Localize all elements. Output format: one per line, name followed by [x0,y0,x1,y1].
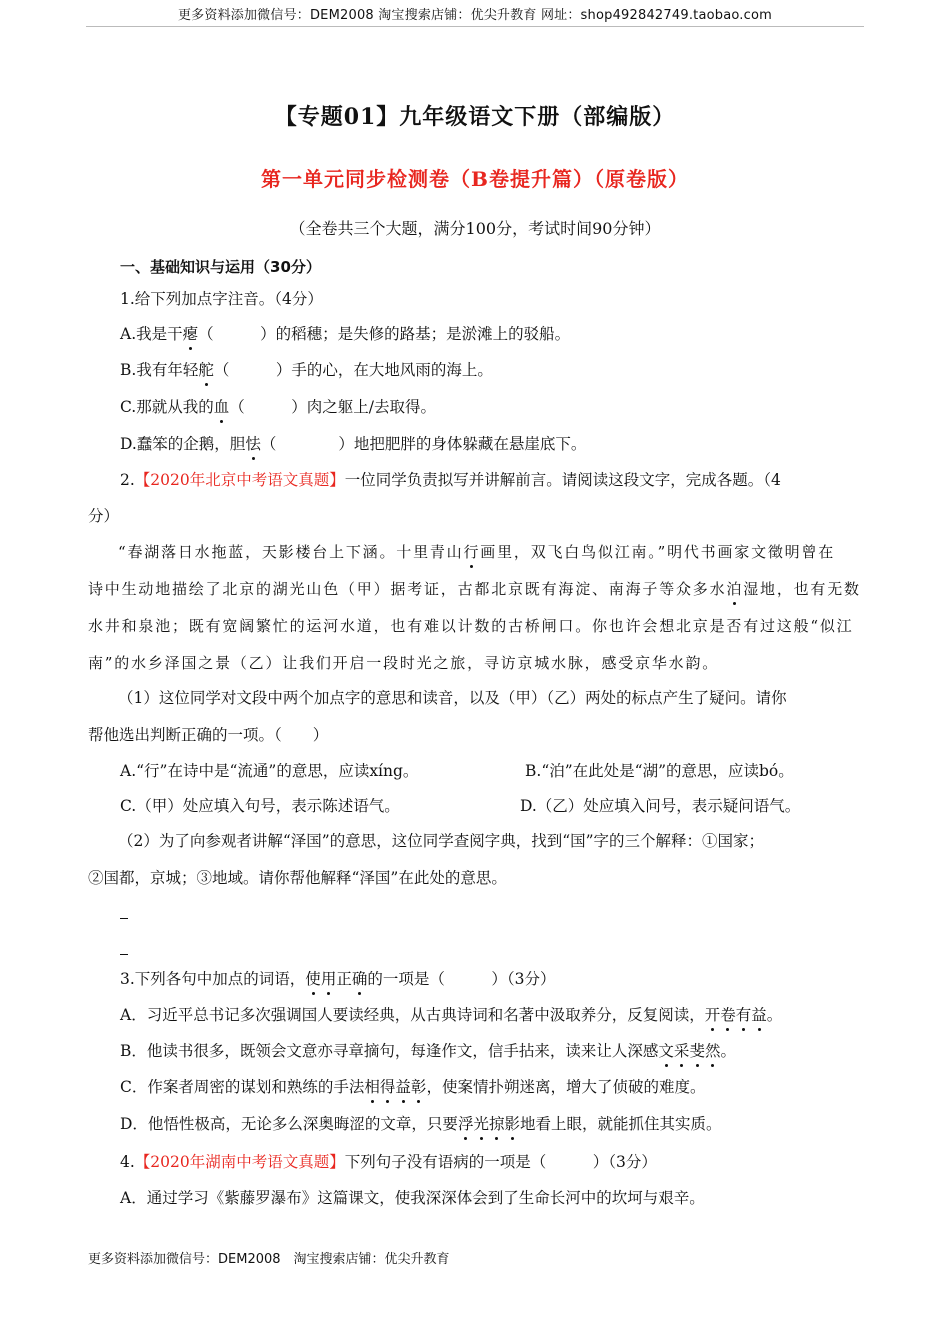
dotted-char: 益 [395,1078,411,1096]
q1-d-post: （ ）地把肥胖的身体躲藏在悬崖底下。 [260,435,587,453]
q2-number: 2. [120,471,135,489]
q2-stem-cont: 分） [88,507,120,525]
q1-c-pre: C.那就从我的 [120,398,214,416]
q3-stem-mid: 正 [336,970,352,988]
dotted-char: 文 [658,1042,674,1060]
passage-text: 湿地，也有无数 [743,580,861,598]
passage-text: “春湖落日水拖蓝，天影楼台上下涵。十里青山 [118,543,464,561]
document-title: 【专题01】九年级语文下册（部编版） [274,104,676,130]
dotted-char: 行 [463,543,481,561]
answer-blank-line [120,918,128,919]
option-text: 地看上眼，就能抓住其实质。 [520,1115,722,1133]
q1-option-b [120,359,493,381]
q1-c-post: （ ）肉之躯上/去取得。 [229,398,436,416]
passage-text: 诗中生动地描绘了北京的湖光山色（甲）据考证，古都北京既有海淀、南海子等众多水 [88,580,727,598]
dotted-char: 有 [735,1006,752,1024]
dotted-char: 斐 [689,1042,705,1060]
page-header: 更多资料添加微信号：DEM2008 淘宝搜索店铺：优尖升教育 网址：shop492842749.taobao.com [177,8,773,23]
dotted-char: 然 [704,1042,721,1060]
q3-option-a [120,1004,782,1026]
dotted-char: 确 [351,970,368,988]
q3-option-b [120,1040,736,1062]
q3-stem [120,968,555,990]
q1-option-d [120,433,586,455]
page-footer: 更多资料添加微信号：DEM2008 淘宝搜索店铺：优尖升教育 [88,1252,450,1267]
q2-option-a: A.“行”在诗中是“流通”的意思，应读xíng。 [120,762,419,780]
q1-stem: 1.给下列加点字注音。（4分） [120,290,323,308]
dotted-char: 采 [673,1042,690,1060]
option-text: A．习近平总书记多次强调国人要读经典，从古典诗词和名著中汲取养分，反复阅读， [120,1006,705,1024]
q2-option-c: C.（甲）处应填入句号，表示陈述语气。 [120,797,400,815]
q2-source-tag: 【2020年北京中考语文真题】 [134,471,345,489]
passage-text: 画里，双飞白鸟似江南。”明代书画家文徵明曾在 [480,543,836,561]
q1-b-pre: B.我有年轻 [120,361,199,379]
dotted-char: 掠 [488,1115,505,1133]
option-text: D．他悟性极高，无论多么深奥晦涩的文章，只要 [120,1115,458,1133]
dotted-char: 浮 [457,1115,474,1133]
q3-option-d [120,1113,722,1135]
exam-note: （全卷共三个大题，满分100分，考试时间90分钟） [289,219,661,238]
q4-stem [120,1151,657,1173]
q1-b-post: （ ）手的心，在大地风雨的海上。 [213,361,493,379]
q1-d-pre: D.蠢笨的企鹅，胆 [120,435,246,453]
q2-option-d: D.（乙）处应填入问号，表示疑问语气。 [520,797,801,815]
q1-option-a [120,323,570,345]
dotted-char: 光 [473,1115,489,1133]
dotted-char: 彰 [410,1078,427,1096]
q1-a-pre: A.我是干 [120,325,183,343]
q4-source-tag: 【2020年湖南中考语文真题】 [134,1153,345,1171]
q3-option-c [120,1076,705,1098]
dotted-char: 血 [213,398,230,416]
q2-stem [120,469,781,491]
option-text: ，使案情扑朔迷离，增大了侦破的难度。 [426,1078,706,1096]
option-text: 。 [720,1042,736,1060]
dotted-char: 相 [364,1078,380,1096]
q4-number: 4. [120,1153,135,1171]
dotted-char: 泊 [726,580,744,598]
q2-passage-line-4: 南”的水乡泽国之景（乙）让我们开启一段时光之旅，寻访京城水脉，感受京华水韵。 [88,654,720,672]
dotted-char: 得 [379,1078,396,1096]
section-heading: 一、基础知识与运用（30分） [120,258,321,276]
q2-passage-line-1 [118,541,835,563]
q1-option-c [120,396,436,418]
dotted-char: 开 [704,1006,721,1024]
option-text: 。 [766,1006,783,1024]
q3-stem-pre: 3.下列各句中加点的词语， [120,970,306,988]
q2-passage-line-3: 水井和泉池；既有宽阔繁忙的运河水道，也有难以计数的古桥闸口。你也许会想北京是否有过这般“似江 [88,617,854,635]
q3-stem-post: 的一项是（ ）（3分） [367,970,556,988]
dotted-char: 怯 [245,435,261,453]
header-divider [86,26,864,27]
dotted-char: 用 [320,970,337,988]
dotted-char: 影 [504,1115,520,1133]
q2-option-b: B.“泊”在此处是“湖”的意思，应读bó。 [525,762,794,780]
q2-passage-line-2 [88,578,861,600]
q2-sub2-cont: ②国都，京城；③地域。请你帮他解释“泽国”在此处的意思。 [88,869,507,887]
dotted-char: 使 [305,970,321,988]
dotted-char: 卷 [720,1006,736,1024]
dotted-char: 舵 [198,361,214,379]
option-text: C．作案者周密的谋划和熟练的手法 [120,1078,365,1096]
q4-option-a: A．通过学习《紫藤罗瀑布》这篇课文，使我深深体会到了生命长河中的坎坷与艰辛。 [120,1189,705,1207]
q2-stem-text: 一位同学负责拟写并讲解前言。请阅读这段文字，完成各题。（4 [344,471,781,489]
dotted-char: 益 [751,1006,767,1024]
dotted-char: 瘪 [182,325,199,343]
q4-stem-text: 下列句子没有语病的一项是（ ）（3分） [344,1153,657,1171]
q2-sub1-cont: 帮他选出判断正确的一项。（ ） [88,726,329,744]
q2-sub2: （2）为了向参观者讲解“泽国”的意思，这位同学查阅字典，找到“国”字的三个解释：①国家； [118,832,765,850]
q1-a-post: （ ）的稻穗；是失修的路基；是淤滩上的驳船。 [198,325,571,343]
answer-blank-line [120,954,128,955]
option-text: B．他读书很多，既领会文意亦寻章摘句，每逢作文，信手拈来，读来让人深感 [120,1042,659,1060]
document-subtitle: 第一单元同步检测卷（B卷提升篇）（原卷版） [261,167,689,191]
q2-sub1: （1）这位同学对文段中两个加点字的意思和读音，以及（甲）（乙）两处的标点产生了疑问。请你 [118,689,787,707]
